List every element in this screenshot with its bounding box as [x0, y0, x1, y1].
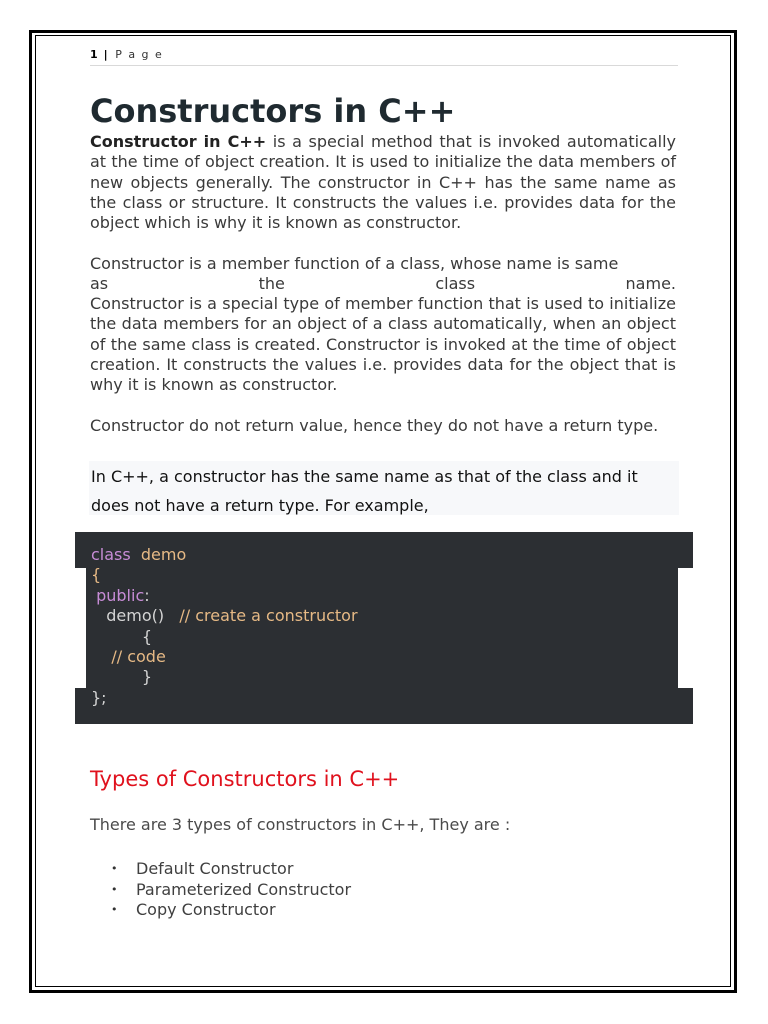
code-open-brace: { [91, 565, 102, 585]
paragraph-line: Constructor is a member function of a class, whose name is same [90, 254, 619, 273]
bullet-icon: • [111, 882, 118, 896]
code-inner-close-brace: } [141, 667, 153, 687]
page-header [90, 48, 678, 66]
code-close-brace: }; [91, 687, 107, 707]
code-comment: // create a constructor [179, 606, 358, 626]
code-class-name: demo [140, 545, 187, 564]
word: as [90, 274, 109, 294]
paragraph-return-value: Constructor do not return value, hence they do not have a return type. [90, 416, 659, 435]
page-separator: | [103, 48, 110, 61]
page-number: 1 [90, 48, 98, 61]
word: the [258, 274, 285, 294]
callout-text: In C++, a constructor has the same name as that of the class and it does not have a return type. For example, [91, 467, 638, 515]
list-item-text: Copy Constructor [136, 900, 276, 919]
word: name. [625, 274, 676, 294]
code-constructor-call: demo() [106, 606, 165, 626]
constructor-bold-lead: Constructor in C++ [90, 132, 267, 151]
code-inner-open-brace: { [141, 626, 153, 646]
list-item [108, 900, 351, 921]
word: class [435, 274, 476, 294]
paragraph-intro [90, 132, 676, 233]
list-item-text: Parameterized Constructor [136, 879, 352, 899]
section-intro: There are 3 types of constructors in C++, They are : [90, 815, 511, 834]
bullet-icon: • [111, 903, 118, 916]
code-keyword-class: class [91, 545, 131, 564]
document-title: Constructors in C++ [90, 92, 456, 130]
constructor-types-list [108, 859, 351, 921]
paragraph-special-type: Constructor is a special type of member function that is used to initialize the data members for an object of a class automatically, when an object of the same class is created. Constructor is invoked at the time of object creation. It constructs the values i.e. provides data for the object that is why it is known as constructor. [90, 294, 676, 395]
section-heading: Types of Constructors in C++ [90, 767, 400, 791]
code-block-left-gap [75, 568, 86, 688]
list-item [108, 859, 351, 880]
code-lines [91, 545, 358, 708]
bullet-icon: • [111, 862, 118, 875]
paragraph-member-function [90, 254, 676, 295]
code-colon: : [144, 585, 150, 605]
list-item [108, 880, 351, 901]
page-label: P a g e [115, 48, 164, 61]
paragraph-justified-row [90, 274, 676, 294]
list-item-text: Default Constructor [136, 859, 294, 878]
code-keyword-public: public [96, 585, 145, 605]
code-block-right-gap [678, 568, 693, 688]
code-comment-code: // code [111, 647, 166, 667]
paragraph-intro-text: is a special method that is invoked automatically at the time of object creation. It is used to initialize the data members of new objects generally. The constructor in C++ has the same name as the class or structure. It constructs the values i.e. provides data for the object which is why it is known as constructor. [90, 132, 677, 233]
